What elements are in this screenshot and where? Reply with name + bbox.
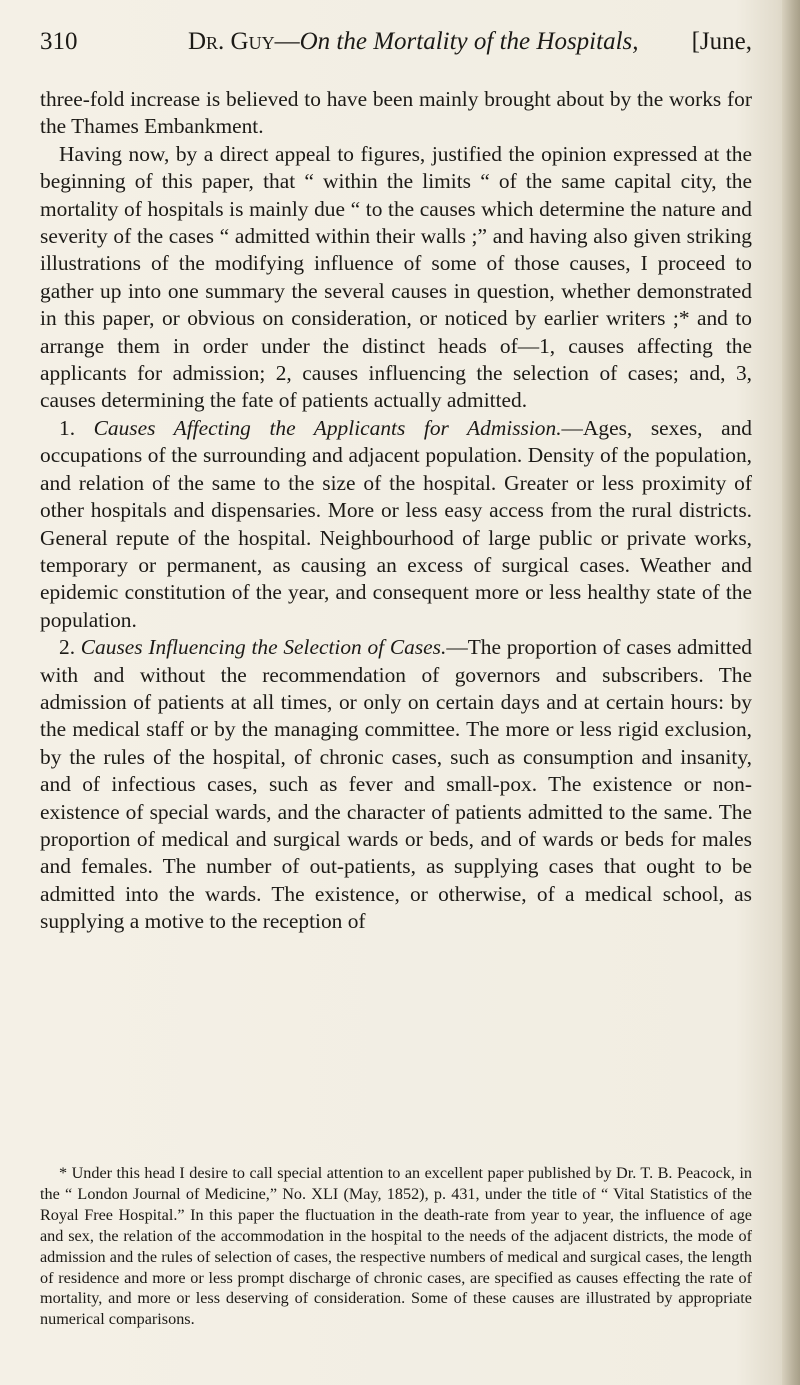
paragraph-2: Having now, by a direct appeal to figures, justified the opinion expressed at the beginning of this paper, that “ within the limits “ of the same capital city, the mortality of hospitals is mainly due “ to the causes which determine the nature and severity of the cases “ admitted within their walls ;” and having also given striking illustrations of the modifying influence of some of those causes, I proceed to gather up into one summary the several causes in question, whether demonstrated in this paper, or obvious on consideration, or noticed by earlier writers ;* and to arrange them in order under the distinct heads of—1, causes affecting the applicants for admission; 2, causes influencing the selection of cases; and, 3, causes determining the fate of patients actually admitted.	[40, 141, 752, 413]
running-title	[188, 28, 639, 56]
paragraph-3-text: —Ages, sexes, and occupations of the surrounding and adjacent population. Density of the population, and relation of the same to the size of the hospital. Greater or less proximity of other hospitals and dispensaries. More or less easy access from the rural districts. General repute of the hospital. Neighbourhood of large public or private works, temporary or permanent, as causing an excess of surgical cases. Weather and epidemic constitution of the year, and consequent more or less healthy state of the population.	[40, 415, 752, 632]
paragraph-4-number: 2.	[59, 635, 81, 660]
running-header	[40, 22, 752, 62]
header-dash: —	[274, 28, 300, 55]
main-text	[40, 86, 752, 936]
paragraph-3	[40, 415, 752, 634]
header-title: On the Mortality of the Hospitals,	[299, 28, 639, 55]
paragraph-1: three-fold increase is believed to have been mainly brought about by the works for the Thames Embankment.	[40, 87, 752, 139]
page-spine-shadow	[782, 0, 800, 1385]
footnote-text: * Under this head I desire to call special attention to an excellent paper published by Dr. T. B. Peacock, in the “ London Journal of Medicine,” No. XLI (May, 1852), p. 431, under the title of “ Vital Statistics of the Royal Free Hospital.” In this paper the fluctuation in the death-rate from year to year, the influence of age and sex, the relation of the accommodation in the hospital to the needs of the adjacent districts, the mode of admission and the rules of selection of cases, the respective numbers of medical and surgical cases, the length of residence and more or less prompt discharge of chronic cases, are specified as causes effecting the rate of mortality, and more or less deserving of consideration. Some of these causes are illustrated by appropriate numerical comparisons.	[40, 1164, 752, 1329]
paragraph-4-text: —The proportion of cases admitted with and without the recommendation of governors and subscribers. The admission of patients at all times, or only on certain days and at certain hours: by the medical staff or by the managing committee. The more or less rigid exclusion, by the rules of the hospital, of chronic cases, such as consumption and insanity, and of infectious cases, such as fever and small-pox. The existence or non-existence of special wards, and the character of patients admitted to the same. The proportion of medical and surgical wards or beds, and of wards or beds for males and females. The number of out-patients, as supplying cases that ought to be admitted into the wards. The existence, or otherwise, of a medical school, as supplying a motive to the reception of	[40, 635, 753, 934]
header-author: Dr. Guy	[188, 28, 275, 55]
paragraph-4	[40, 634, 752, 935]
header-month: [June,	[691, 28, 752, 55]
paragraph-3-number: 1.	[59, 415, 94, 440]
page-number: 310	[40, 28, 78, 55]
footnote	[40, 1163, 752, 1330]
paragraph-3-heading: Causes Affecting the Applicants for Admission.	[93, 415, 562, 440]
paragraph-4-heading: Causes Influencing the Selection of Cases.	[80, 635, 447, 660]
